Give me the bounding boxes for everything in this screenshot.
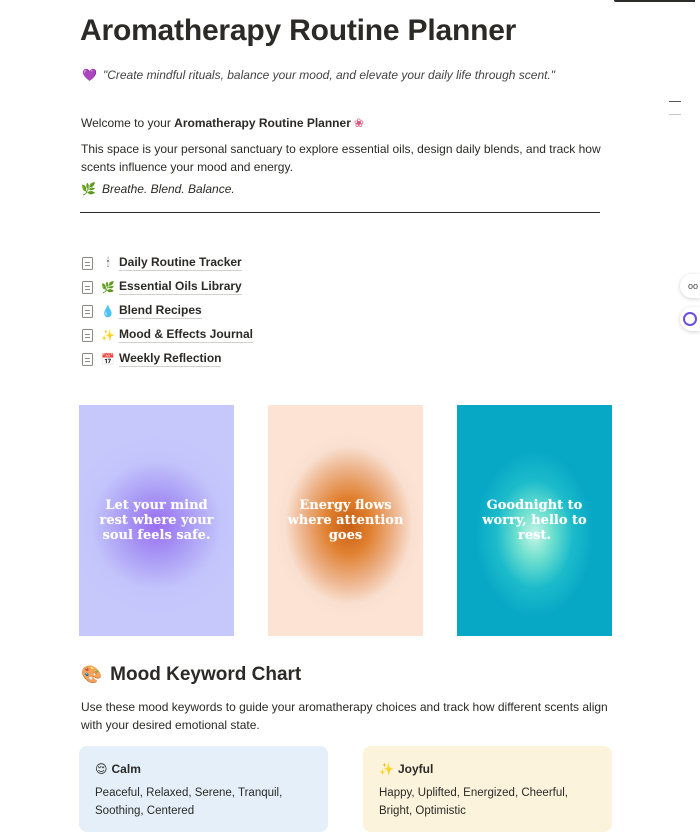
tagline	[81, 182, 235, 196]
mood-section-title-text: Mood Keyword Chart	[110, 664, 302, 685]
relieved-face-icon: 😌	[95, 762, 108, 776]
mood-card-joyful	[363, 746, 612, 832]
tagline-text: Breathe. Blend. Balance.	[101, 182, 235, 196]
card-text: Let your mind rest where your soul feels safe.	[99, 498, 214, 543]
herb-icon: 🌿	[81, 182, 96, 196]
link-label[interactable]: Mood & Effects Journal	[119, 327, 254, 341]
droplet-icon: 💧	[101, 305, 115, 318]
purple-heart-icon: 💜	[82, 68, 97, 82]
top-edge-bar	[614, 0, 695, 2]
candle-icon: 🕯	[106, 256, 110, 269]
assistant-button[interactable]	[680, 307, 700, 331]
card-text: Goodnight to worry, hello to rest.	[482, 498, 587, 543]
herb-icon: 🌿	[101, 281, 115, 294]
mood-keywords: Happy, Uplifted, Energized, Cheerful, Bright, Optimistic	[379, 787, 568, 817]
quote-card-gallery	[79, 405, 612, 636]
calendar-icon: 📅	[101, 353, 115, 366]
link-label[interactable]: Daily Routine Tracker	[119, 255, 242, 269]
mood-name: Joyful	[397, 762, 434, 776]
link-label[interactable]: Essential Oils Library	[119, 279, 242, 293]
mood-card-calm	[79, 746, 328, 832]
mood-heading	[379, 762, 596, 776]
page-title: Aromatherapy Routine Planner	[80, 14, 517, 47]
page-icon	[82, 305, 93, 318]
intro-paragraph: This space is your personal sanctuary to explore essential oils, design daily blends, and track how scents influence your mood and energy.	[81, 142, 601, 174]
page-icon	[82, 257, 93, 270]
welcome-prefix: Welcome to your	[81, 116, 175, 130]
mood-section-title	[81, 664, 301, 686]
mood-section-description: Use these mood keywords to guide your aromatherapy choices and track how different scents align with your desired emotional state.	[81, 700, 608, 732]
quote-card-energy	[268, 405, 423, 636]
sparkles-icon: ✨	[379, 762, 394, 776]
link-mood-effects-journal[interactable]	[82, 323, 253, 347]
outline-indicator[interactable]	[669, 101, 681, 127]
welcome-line	[81, 116, 364, 130]
page-quote	[82, 68, 555, 82]
page-links	[82, 251, 253, 371]
quote-card-rest	[79, 405, 234, 636]
mood-keywords: Peaceful, Relaxed, Serene, Tranquil, Soothing, Centered	[95, 787, 283, 817]
page-icon	[82, 281, 93, 294]
card-text: Energy flows where attention goes	[287, 498, 404, 543]
side-widget-button[interactable]	[680, 274, 700, 298]
sparkles-icon: ✨	[101, 329, 115, 342]
page-icon	[82, 329, 93, 342]
widget-icon: oo	[688, 281, 699, 291]
link-label[interactable]: Weekly Reflection	[119, 351, 222, 365]
link-daily-routine-tracker[interactable]	[82, 251, 253, 275]
page-icon	[82, 353, 93, 366]
divider	[80, 212, 600, 213]
mood-name: Calm	[111, 762, 141, 776]
quote-text: "Create mindful rituals, balance your mood, and elevate your daily life through scent."	[102, 68, 556, 82]
link-weekly-reflection[interactable]	[82, 347, 253, 371]
quote-card-goodnight	[457, 405, 612, 636]
link-blend-recipes[interactable]	[82, 299, 253, 323]
welcome-planner-name: Aromatherapy Routine Planner	[174, 116, 351, 130]
palette-icon: 🎨	[81, 665, 103, 684]
link-essential-oils-library[interactable]	[82, 275, 253, 299]
assistant-icon	[683, 312, 697, 326]
flower-icon: ❀	[353, 116, 364, 130]
mood-heading	[95, 762, 312, 776]
link-label[interactable]: Blend Recipes	[119, 303, 202, 317]
